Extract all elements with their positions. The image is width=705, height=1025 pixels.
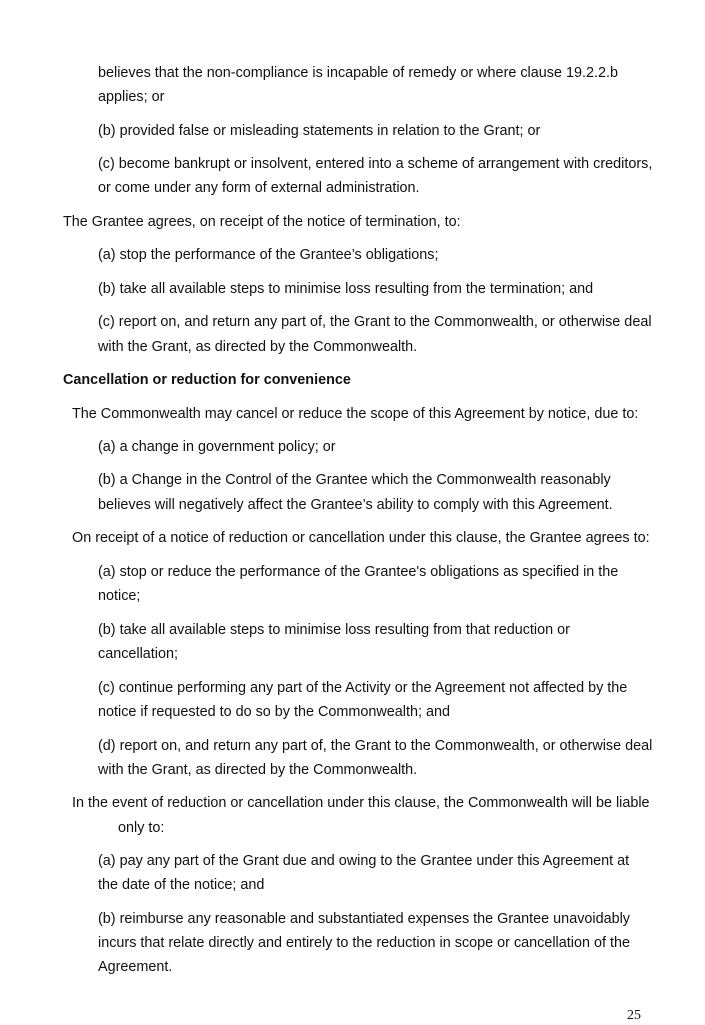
text-line: (b) take all available steps to minimise loss resulting from the termination; and xyxy=(98,281,594,297)
text-line: (c) report on, and return any part of, the Grant to the Commonwealth, or otherwise deal xyxy=(98,314,652,330)
text-line: or come under any form of external administration. xyxy=(98,180,420,196)
text-line: The Commonwealth may cancel or reduce the scope of this Agreement by notice, due to: xyxy=(72,406,639,422)
text-line: (c) continue performing any part of the Activity or the Agreement not affected by the xyxy=(98,680,628,696)
text-line: believes that the non-compliance is incapable of remedy or where clause 19.2.2.b xyxy=(98,65,618,81)
text-line: (a) stop or reduce the performance of the Grantee's obligations as specified in the xyxy=(98,564,619,580)
text-line: with the Grant, as directed by the Commonwealth. xyxy=(98,762,418,778)
text-line: with the Grant, as directed by the Commonwealth. xyxy=(98,339,418,355)
text-line: (a) pay any part of the Grant due and owing to the Grantee under this Agreement at xyxy=(98,853,630,869)
text-line: (b) a Change in the Control of the Grantee which the Commonwealth reasonably xyxy=(98,472,611,488)
text-line: notice if requested to do so by the Commonwealth; and xyxy=(98,704,450,720)
text-line: the date of the notice; and xyxy=(98,877,265,893)
text-line: applies; or xyxy=(98,89,165,105)
text-line: The Grantee agrees, on receipt of the notice of termination, to: xyxy=(63,214,461,230)
text-line: (b) reimburse any reasonable and substantiated expenses the Grantee unavoidably xyxy=(98,911,630,927)
text-line: believes will negatively affect the Grantee’s ability to comply with this Agreement. xyxy=(98,497,613,513)
text-line: incurs that relate directly and entirely to the reduction in scope or cancellation of the xyxy=(98,935,630,951)
text-line: (b) provided false or misleading statements in relation to the Grant; or xyxy=(98,123,541,139)
text-line: In the event of reduction or cancellation under this clause, the Commonwealth will be liable xyxy=(72,795,650,811)
page-number: 25 xyxy=(627,1008,641,1023)
text-line: (a) stop the performance of the Grantee’s obligations; xyxy=(98,247,439,263)
text-line: (b) take all available steps to minimise loss resulting from that reduction or xyxy=(98,622,570,638)
text-line: (d) report on, and return any part of, the Grant to the Commonwealth, or otherwise deal xyxy=(98,738,653,754)
text-line: (a) a change in government policy; or xyxy=(98,439,336,455)
section-heading: Cancellation or reduction for convenience xyxy=(63,372,351,388)
text-line: Agreement. xyxy=(98,959,173,975)
text-line: only to: xyxy=(118,820,165,836)
text-line: cancellation; xyxy=(98,646,178,662)
text-line: On receipt of a notice of reduction or cancellation under this clause, the Grantee agrees to: xyxy=(72,530,650,546)
text-line: (c) become bankrupt or insolvent, entered into a scheme of arrangement with creditors, xyxy=(98,156,653,172)
text-line: notice; xyxy=(98,588,141,604)
